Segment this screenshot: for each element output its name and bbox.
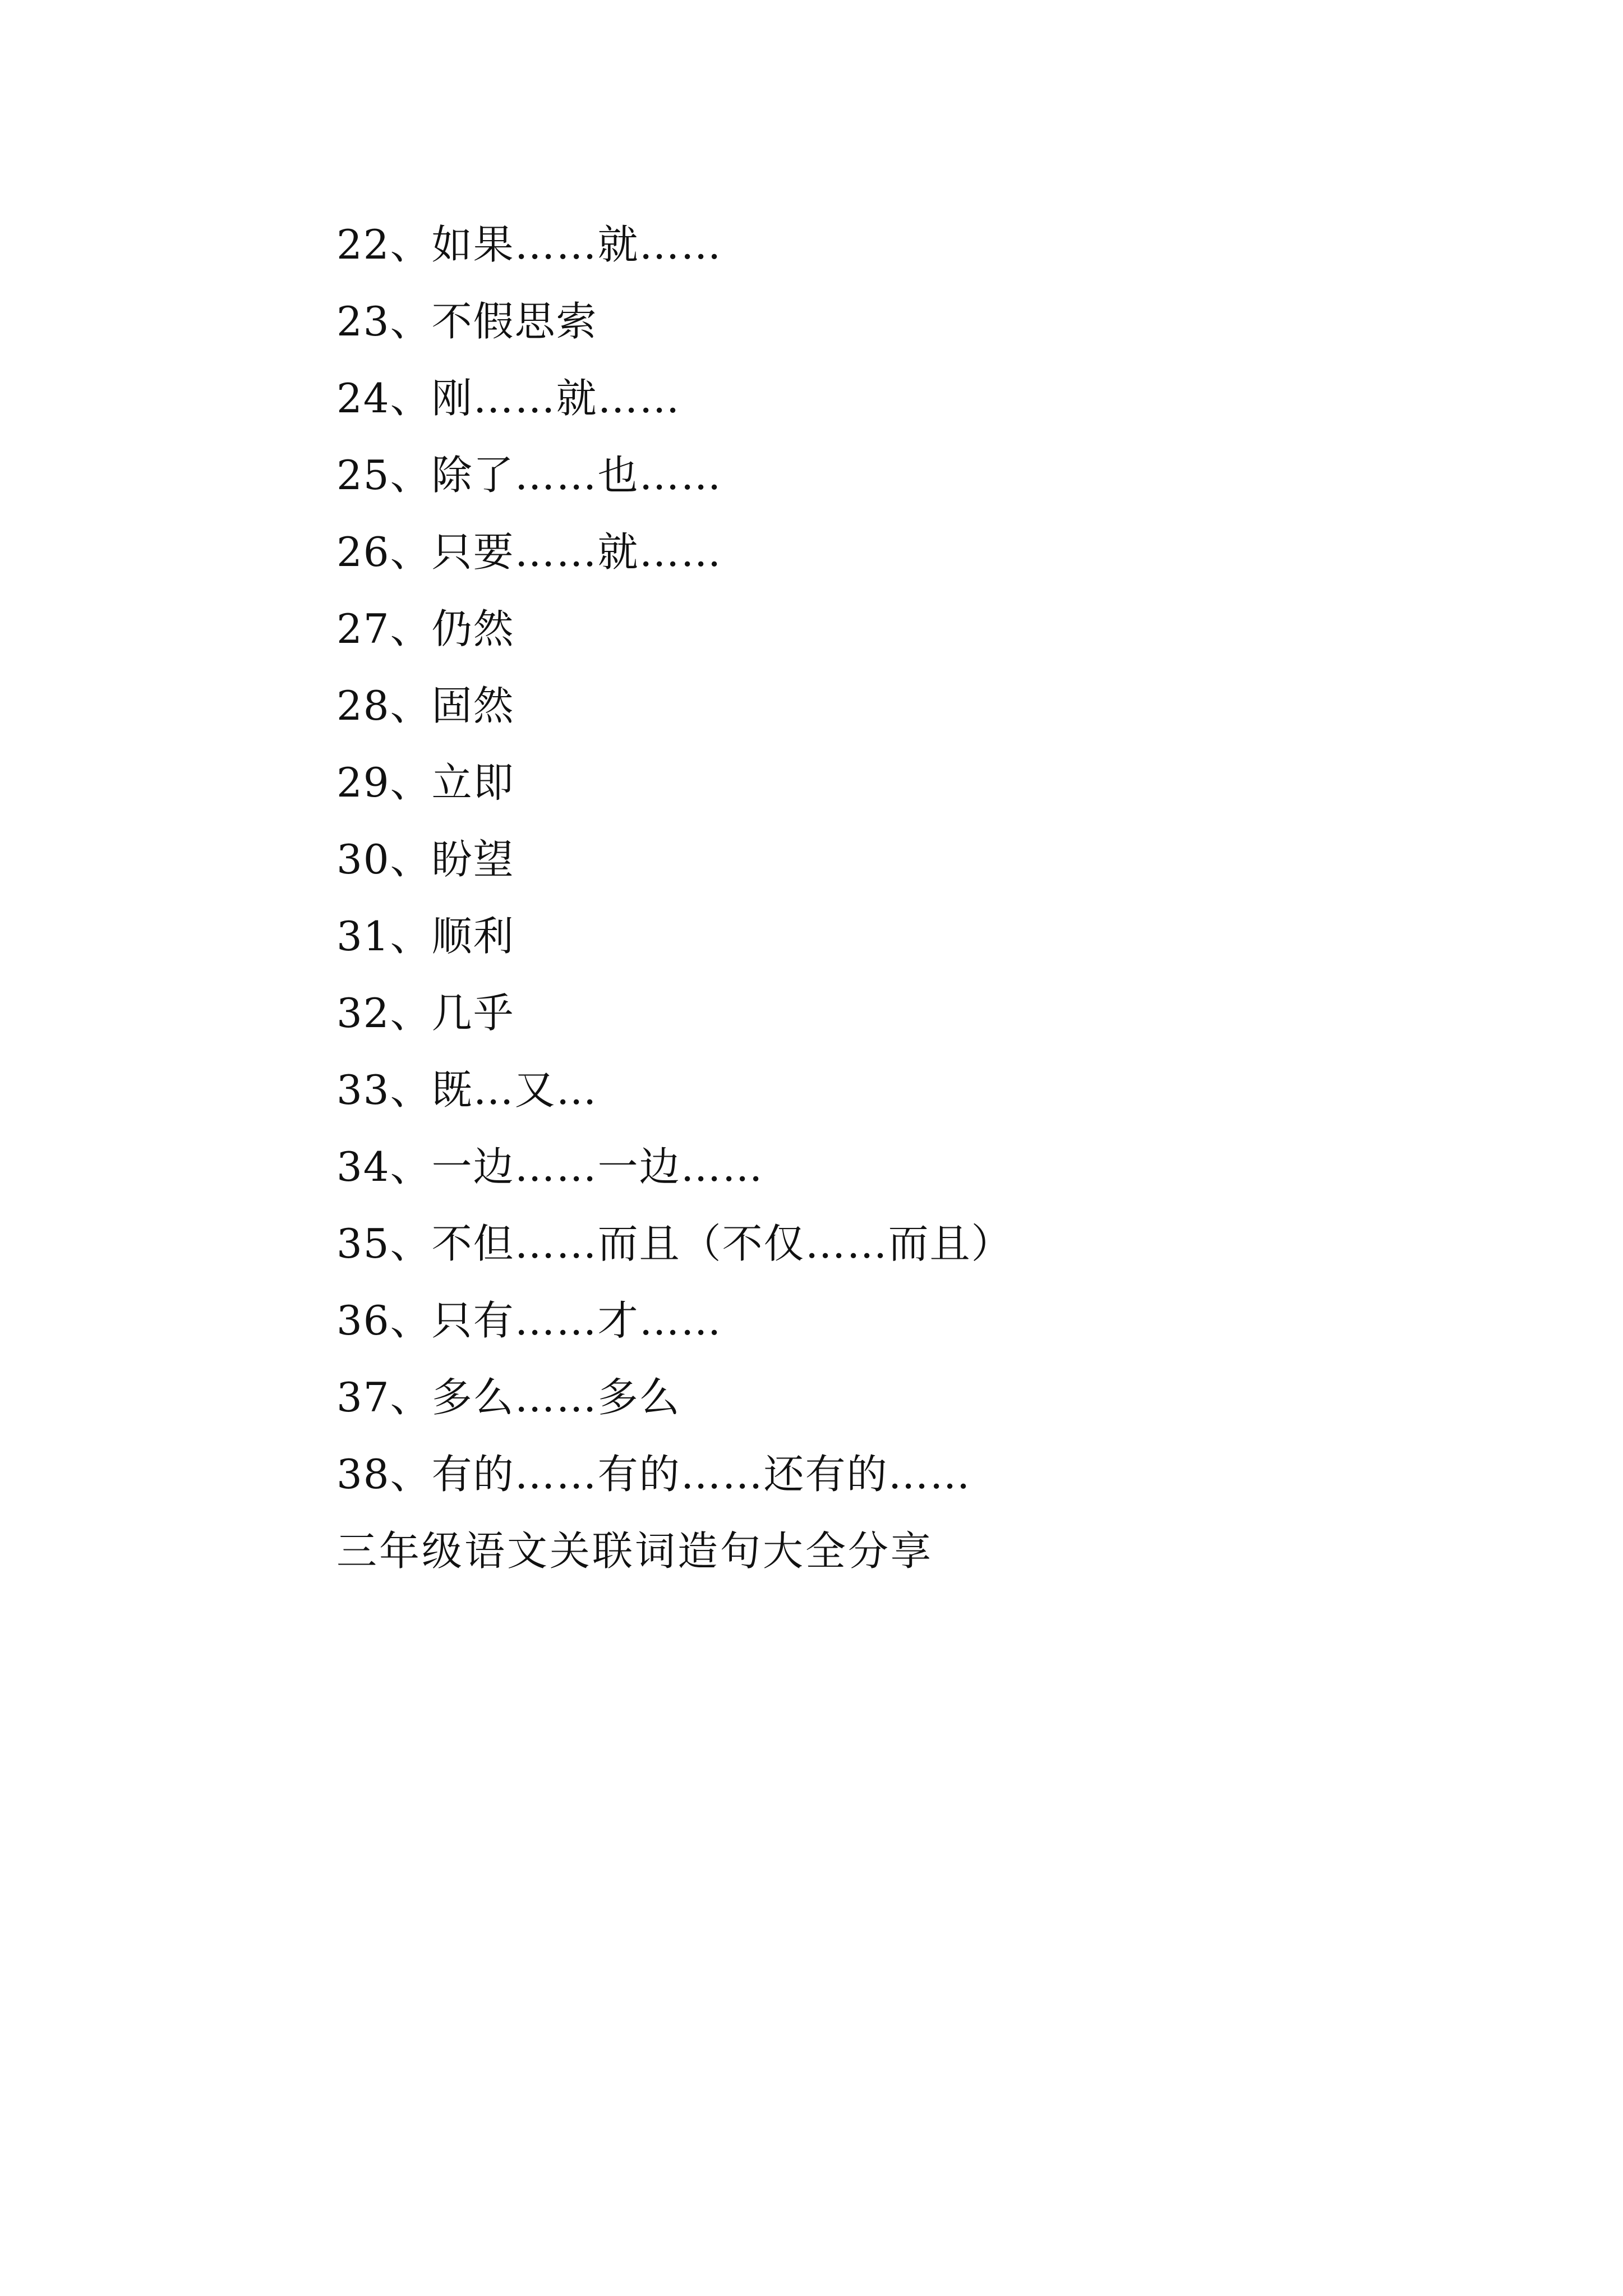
item-number: 37、 xyxy=(336,1374,432,1421)
item-text: 几乎 xyxy=(431,990,515,1037)
item-number: 33、 xyxy=(336,1066,432,1114)
list-item xyxy=(336,437,1458,514)
item-number: 34、 xyxy=(336,1143,432,1190)
list-item xyxy=(336,898,1458,975)
list-item xyxy=(336,1205,1458,1282)
item-number: 22、 xyxy=(336,221,432,268)
document-title-line: 三年级语文关联词造句大全分享 xyxy=(336,1527,934,1575)
list-item xyxy=(336,744,1458,821)
list-item xyxy=(336,283,1458,360)
item-number: 28、 xyxy=(336,682,432,729)
item-text: 仍然 xyxy=(431,605,515,652)
list-item xyxy=(336,514,1458,591)
list-item xyxy=(336,975,1458,1052)
item-number: 38、 xyxy=(336,1451,432,1498)
item-text: 除了……也…… xyxy=(431,452,722,499)
item-text: 固然 xyxy=(431,682,515,729)
item-text: 顺利 xyxy=(431,913,515,960)
item-text: 如果……就…… xyxy=(431,221,722,268)
list-item xyxy=(336,206,1458,283)
item-number: 23、 xyxy=(336,298,432,345)
document-content xyxy=(336,206,1458,1590)
item-text: 不但……而且（不仅……而且） xyxy=(431,1220,1013,1267)
list-item xyxy=(336,1436,1458,1513)
item-text: 立即 xyxy=(431,759,515,806)
item-text: 只有……才…… xyxy=(431,1297,722,1344)
item-number: 24、 xyxy=(336,375,432,422)
list-item xyxy=(336,821,1458,898)
item-number: 25、 xyxy=(336,452,432,499)
item-text: 有的……有的……还有的…… xyxy=(431,1451,971,1498)
item-number: 31、 xyxy=(336,913,432,960)
item-number: 27、 xyxy=(336,605,432,652)
item-number: 26、 xyxy=(336,528,432,576)
list-item xyxy=(336,591,1458,668)
item-number: 29、 xyxy=(336,759,432,806)
list-item xyxy=(336,1282,1458,1359)
list-item xyxy=(336,668,1458,744)
item-text: 只要……就…… xyxy=(431,528,722,576)
item-text: 一边……一边…… xyxy=(431,1143,764,1190)
item-text: 多么……多么 xyxy=(431,1374,681,1421)
list-item xyxy=(336,360,1458,437)
list-item xyxy=(336,1129,1458,1205)
item-number: 36、 xyxy=(336,1297,432,1344)
item-text: 既…又… xyxy=(431,1066,598,1114)
item-text: 不假思索 xyxy=(431,298,598,345)
item-text: 盼望 xyxy=(431,836,515,883)
list-item xyxy=(336,1052,1458,1129)
item-text: 刚……就…… xyxy=(431,375,681,422)
item-number: 32、 xyxy=(336,990,432,1037)
item-number: 35、 xyxy=(336,1220,432,1267)
list-item xyxy=(336,1359,1458,1436)
item-number: 30、 xyxy=(336,836,432,883)
